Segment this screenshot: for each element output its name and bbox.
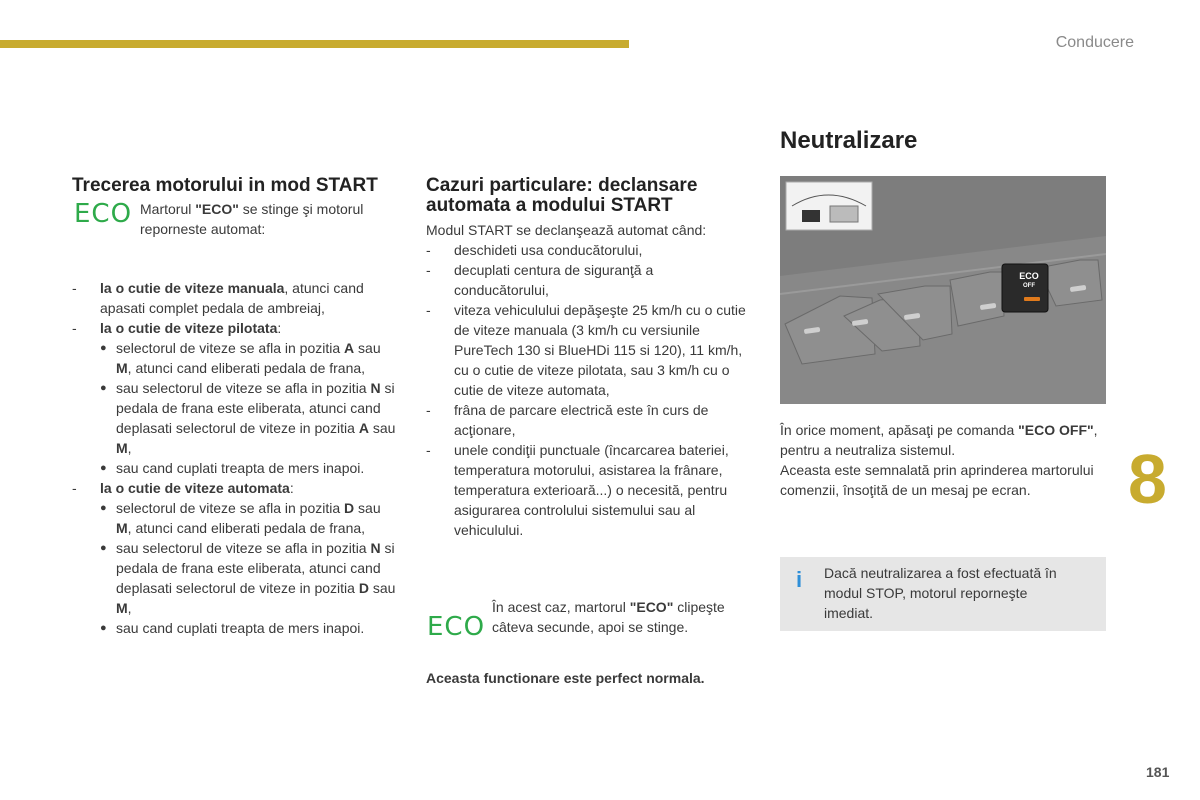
sub-list <box>100 338 396 478</box>
eco-blink-note: În acest caz, martorul "ECO" clipeşte câteva secunde, apoi se stinge. <box>492 599 725 635</box>
list-item: ● sau selectorul de viteze se afla in pozitia N si pedala de frana este eliberata, atunci cand deplasati selectorul de viteze in pozitia A sau M, <box>100 378 396 458</box>
list-item: - la o cutie de viteze automata: ● selectorul de viteze se afla in pozitia D sau M, atunci cand eliberati pedala de frana, ● sau selectorul de viteze se afla in pozitia N si pedala de frana este eliberata, atunci cand deplasati selectorul de viteze in pozitia D sau M, ● sau cand cuplati treapta de mers inapoi. <box>72 478 396 638</box>
chapter-number: 8 <box>1128 440 1167 518</box>
list-item: - deschideti usa conducătorului, <box>426 240 752 260</box>
info-icon: i <box>796 567 803 592</box>
neutralize-instructions: În orice moment, apăsaţi pe comanda "ECO OFF", pentru a neutraliza sistemul. Aceasta este semnalată prin aprinderea martorului comenzii, însoţită de un mesaj pe ecran. <box>780 420 1100 500</box>
list-item: ● selectorul de viteze se afla in pozitia A sau M, atunci cand eliberati pedala de frana, <box>100 338 396 378</box>
header-accent-bar <box>0 40 629 48</box>
auto-start-list <box>426 240 752 540</box>
heading-particular-cases: Cazuri particulare: declansare automata a modului START <box>426 175 698 216</box>
sub-list <box>100 498 396 638</box>
heading-start-mode: Trecerea motorului in mod START <box>72 175 378 196</box>
list-item: - la o cutie de viteze manuala, atunci cand apasati complet pedala de ambreiaj, <box>72 278 396 318</box>
eco-icon: ECO <box>74 199 133 229</box>
list-item: - viteza vehiculului depăşeşte 25 km/h cu o cutie de viteze manuala (3 km/h cu versiunile PureTech 130 si BlueHDi 115 si 120), 11 km/h, cu o cutie de viteze pilotata, sau 3 km/h cu o cutie de viteze automata, <box>426 300 752 400</box>
start-conditions-list <box>72 278 396 638</box>
eco-off-button: ECO OFF <box>1019 271 1039 289</box>
list-item: - la o cutie de viteze pilotata: ● selectorul de viteze se afla in pozitia A sau M, atunci cand eliberati pedala de frana, ● sau selectorul de viteze se afla in pozitia N si pedala de frana este eliberata, atunci cand deplasati selectorul de viteze in pozitia A sau M, ● sau cand cuplati treapta de mers inapoi. <box>72 318 396 478</box>
eco-off-button-photo <box>780 176 1106 404</box>
eco-intro-block <box>72 196 396 278</box>
list-item: - decuplati centura de siguranţă a conducătorului, <box>426 260 752 300</box>
eco-intro-text: Martorul "ECO" se stinge şi motorul reporneste automat: <box>140 201 364 237</box>
eco-icon: ECO <box>427 612 486 642</box>
intro-text: Modul START se declanşează automat când: <box>426 222 707 238</box>
normal-operation-note: Aceasta functionare este perfect normala. <box>426 670 705 686</box>
section-title: Conducere <box>1055 34 1134 51</box>
list-item: ● sau cand cuplati treapta de mers inapoi. <box>100 618 396 638</box>
console-illustration <box>780 176 1106 404</box>
column-particular-cases <box>426 176 752 540</box>
page-number: 181 <box>1146 764 1170 780</box>
list-item: - unele condiţii punctuale (încarcarea bateriei, temperatura motorului, asistarea la frânare, temperatura exterioară...) o necesită, pentru asigurarea controlului sistemului sau al vehiculului. <box>426 440 752 540</box>
heading-neutralize: Neutralizare <box>780 127 918 154</box>
column-start-mode <box>72 176 396 638</box>
info-text: Dacă neutralizarea a fost efectuată în modul STOP, motorul reporneşte imediat. <box>824 565 1057 621</box>
confirmation-text: Aceasta este semnalată prin aprinderea martorului comenzii, însoţită de un mesaj pe ecran. <box>780 462 1094 498</box>
info-box <box>780 557 1106 631</box>
list-item: - frâna de parcare electrică este în curs de acţionare, <box>426 400 752 440</box>
list-item: ● sau cand cuplati treapta de mers inapoi. <box>100 458 396 478</box>
list-item: ● sau selectorul de viteze se afla in pozitia N si pedala de frana este eliberata, atunci cand deplasati selectorul de viteze in pozitia D sau M, <box>100 538 396 618</box>
list-item: ● selectorul de viteze se afla in pozitia D sau M, atunci cand eliberati pedala de frana, <box>100 498 396 538</box>
